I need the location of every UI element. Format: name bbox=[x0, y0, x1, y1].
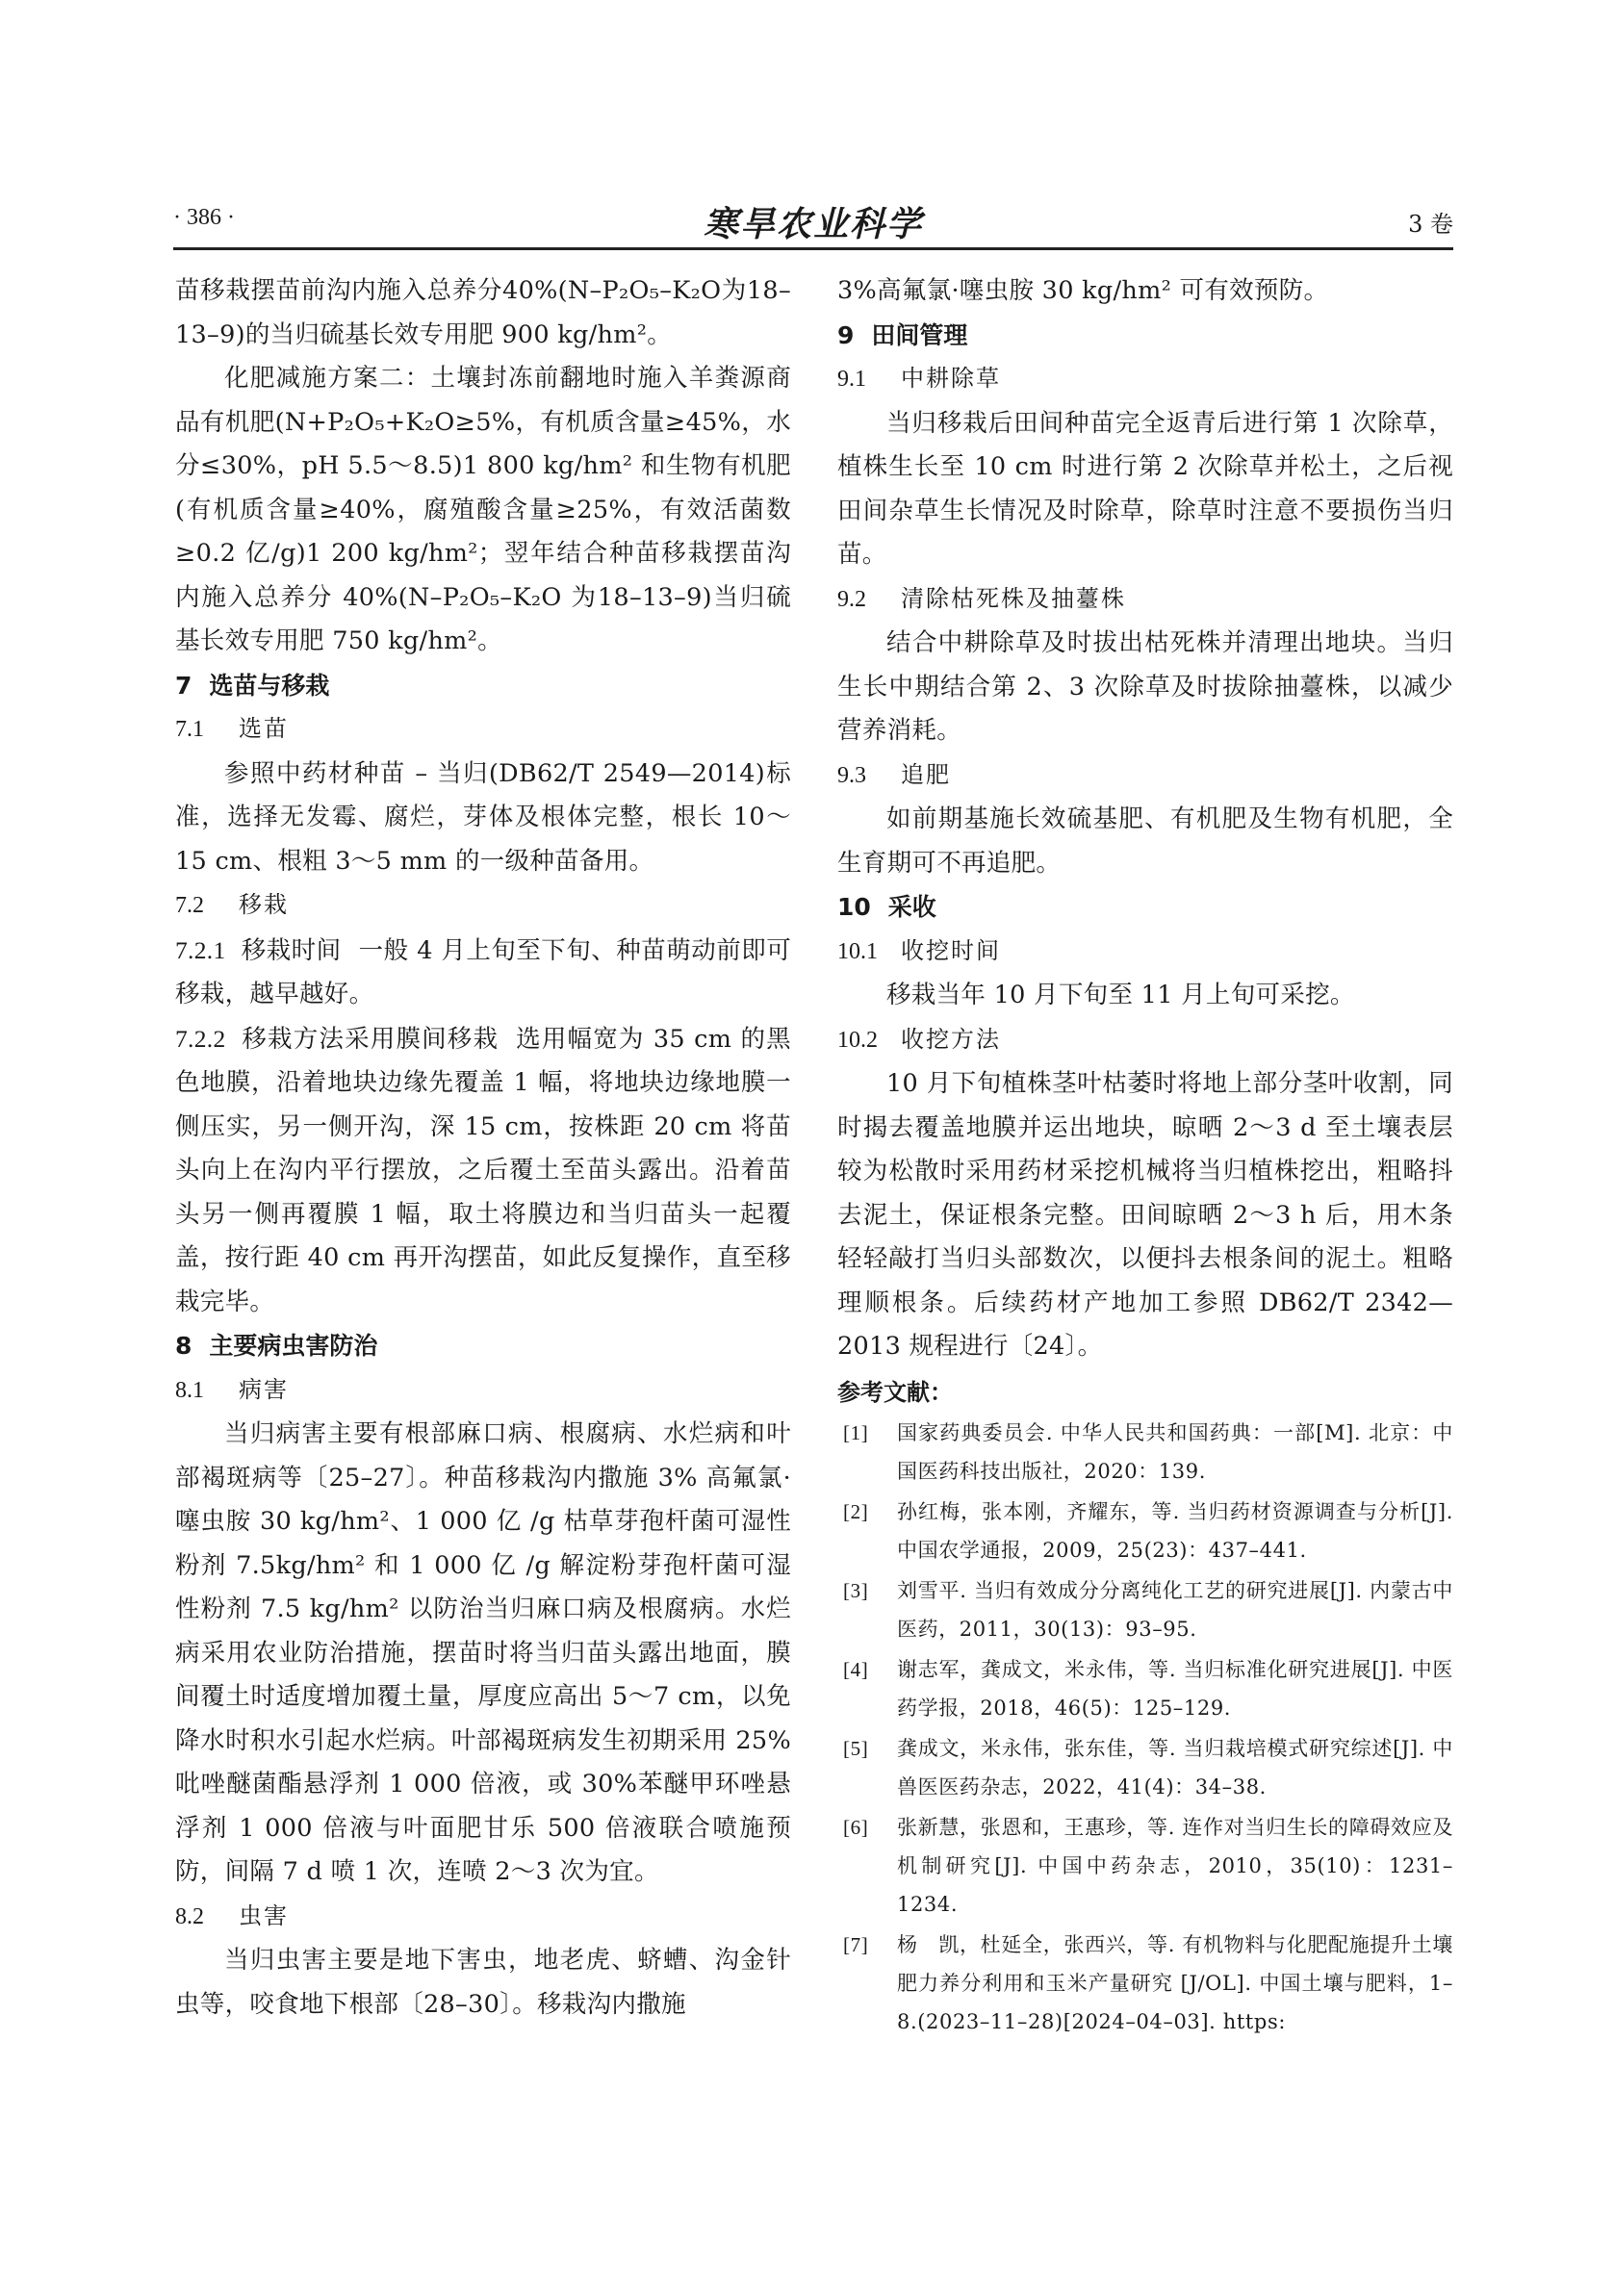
references-heading: 参考文献： bbox=[837, 1378, 953, 1406]
reference-number: [3] bbox=[843, 1578, 869, 1602]
subsection-number: 8.2 bbox=[175, 1903, 204, 1929]
reference-text: 龚成文，米永伟，张东佳，等. 当归栽培模式研究综述[J]. 中兽医医药杂志，2022，41(4)：34–38. bbox=[897, 1736, 1453, 1799]
subsection-number: 10.1 bbox=[837, 938, 878, 964]
subsection-number: 9.2 bbox=[837, 586, 866, 612]
subsection-number: 9.1 bbox=[837, 367, 866, 392]
subsection-title: 收挖时间 bbox=[901, 936, 1001, 964]
subsection-heading bbox=[175, 883, 791, 929]
subsection-heading bbox=[837, 753, 1453, 799]
reference-text: 杨 凯，杜延全，张西兴，等. 有机物料与化肥配施提升土壤肥力养分利用和玉米产量研究 [J/OL]. 中国土壤与肥料，1–8.(2023–11–28)[2024–04–03]. https: bbox=[897, 1932, 1453, 2033]
subsection-title: 清除枯死株及抽薹株 bbox=[901, 584, 1126, 612]
paragraph: 3%高氟氯·噻虫胺 30 kg/hm² 可有效预防。 bbox=[837, 276, 1329, 305]
paragraph bbox=[175, 929, 791, 1017]
reference-item bbox=[837, 1414, 1453, 1491]
paragraph: 当归移栽后田间种苗完全返青后进行第 1 次除草，植株生长至 10 cm 时进行第 2 次除草并松土，之后视田间杂草生长情况及时除草，除草时注意不要损伤当归苗。 bbox=[837, 408, 1453, 569]
page-number: · 386 · bbox=[173, 205, 235, 230]
reference-text: 谢志军，龚成文，米永伟，等. 当归标准化研究进展[J]. 中医药学报，2018，46(5)：125–129. bbox=[897, 1657, 1453, 1720]
subsection-title: 移栽 bbox=[239, 891, 289, 918]
subsection-number: 10.2 bbox=[837, 1027, 878, 1053]
subsection-title: 追肥 bbox=[901, 760, 951, 788]
section-heading bbox=[837, 314, 1453, 358]
paragraph: 苗移栽摆苗前沟内施入总养分40%(N–P₂O₅–K₂O为18–13–9)的当归硫基长效专用肥 900 kg/hm²。 bbox=[175, 276, 791, 349]
section-title: 主要病虫害防治 bbox=[209, 1332, 378, 1360]
subsection-heading bbox=[175, 1895, 791, 1940]
section-number: 7 bbox=[175, 671, 192, 700]
subsubsection-number: 7.2.2 bbox=[175, 1024, 226, 1053]
section-heading bbox=[837, 885, 1453, 930]
subsection-heading bbox=[175, 707, 791, 753]
subsubsection-number: 7.2.1 bbox=[175, 935, 226, 964]
subsection-number: 7.1 bbox=[175, 717, 204, 742]
volume-label: 3 卷 bbox=[1408, 211, 1453, 238]
subsubsection-lead: 移栽方法采用膜间移栽 bbox=[241, 1024, 500, 1054]
subsection-heading bbox=[175, 1368, 791, 1414]
right-column bbox=[837, 269, 1453, 2043]
subsubsection-lead: 移栽时间 bbox=[241, 935, 342, 965]
journal-title: 寒旱农业科学 bbox=[703, 204, 923, 244]
subsection-heading bbox=[837, 357, 1453, 402]
reference-number: [5] bbox=[843, 1736, 869, 1760]
reference-item bbox=[837, 1492, 1453, 1569]
paragraph: 移栽当年 10 月下旬至 11 月上旬可采挖。 bbox=[886, 981, 1355, 1009]
section-number: 8 bbox=[175, 1332, 192, 1360]
section-number: 9 bbox=[837, 320, 855, 349]
left-column bbox=[175, 269, 791, 2027]
reference-number: [7] bbox=[843, 1932, 869, 1956]
subsection-title: 选苗 bbox=[239, 715, 289, 742]
reference-list bbox=[837, 1414, 1453, 2041]
paragraph bbox=[175, 1017, 791, 1325]
reference-number: [1] bbox=[843, 1420, 869, 1444]
paragraph: 10 月下旬植株茎叶枯萎时将地上部分茎叶收割，同时揭去覆盖地膜并运出地块，晾晒 2～3 d 至土壤表层较为松散时采用药材采挖机械将当归植株挖出，粗略抖去泥土，保证根条完整。田间晾晒 2～3 h 后，用木条轻轻敲打当归头部数次，以便抖去根条间的泥土。粗略理顺根条。后续药材产地加工参照 DB62/T 2342—2013 规程进行〔24〕。 bbox=[837, 1069, 1453, 1361]
section-heading bbox=[175, 1324, 791, 1368]
paragraph: 当归病害主要有根部麻口病、根腐病、水烂病和叶部褐斑病等〔25–27〕。种苗移栽沟内撒施 3% 高氟氯·噻虫胺 30 kg/hm²、1 000 亿 /g 枯草芽孢杆菌可湿性粉剂 7.5kg/hm² 和 1 000 亿 /g 解淀粉芽孢杆菌可湿性粉剂 7.5 kg/hm² 以防治当归麻口病及根腐病。水烂病采用农业防治措施，摆苗时将当归苗头露出地面，膜间覆土时适度增加覆土量，厚度应高出 5～7 cm，以免降水时积水引起水烂病。叶部褐斑病发生初期采用 25%吡唑醚菌酯悬浮剂 1 000 倍液，或 30%苯醚甲环唑悬浮剂 1 000 倍液与叶面肥甘乐 500 倍液联合喷施预防，间隔 7 d 喷 1 次，连喷 2～3 次为宜。 bbox=[175, 1419, 791, 1886]
section-number: 10 bbox=[837, 893, 871, 921]
subsection-heading bbox=[837, 930, 1453, 975]
subsection-number: 7.2 bbox=[175, 893, 204, 918]
reference-number: [6] bbox=[843, 1815, 869, 1839]
reference-item bbox=[837, 1808, 1453, 1924]
section-title: 田间管理 bbox=[871, 320, 968, 349]
running-header bbox=[173, 197, 1453, 250]
paragraph: 当归虫害主要是地下害虫，地老虎、蛴螬、沟金针虫等，咬食地下根部〔28–30〕。移栽沟内撒施 bbox=[175, 1946, 791, 2019]
subsection-heading bbox=[837, 1018, 1453, 1063]
paragraph-text: 一般 4 月上旬至下旬、种苗萌动前即可移栽，越早越好。 bbox=[175, 935, 792, 1008]
reference-text: 刘雪平. 当归有效成分分离纯化工艺的研究进展[J]. 内蒙古中医药，2011，30(13)：93–95. bbox=[897, 1578, 1453, 1641]
reference-item bbox=[837, 1926, 1453, 2041]
subsection-heading bbox=[837, 577, 1453, 623]
subsection-number: 8.1 bbox=[175, 1377, 204, 1403]
section-heading bbox=[175, 664, 791, 708]
reference-text: 张新慧，张恩和，王惠珍，等. 连作对当归生长的障碍效应及机制研究[J]. 中国中药杂志，2010，35(10)：1231–1234. bbox=[897, 1815, 1453, 1916]
section-title: 选苗与移栽 bbox=[209, 671, 330, 700]
reference-item bbox=[837, 1729, 1453, 1806]
reference-number: [4] bbox=[843, 1657, 869, 1681]
subsection-title: 虫害 bbox=[239, 1901, 289, 1929]
reference-text: 国家药典委员会. 中华人民共和国药典：一部[M]. 北京：中国医药科技出版社，2020：139. bbox=[897, 1420, 1453, 1483]
paragraph-text: 选用幅宽为 35 cm 的黑色地膜，沿着地块边缘先覆盖 1 幅，将地块边缘地膜一侧压实，另一侧开沟，深 15 cm，按株距 20 cm 将苗头向上在沟内平行摆放，之后覆土至苗头露出。沿着苗头另一侧再覆膜 1 幅，取土将膜边和当归苗头一起覆盖，按行距 40 cm 再开沟摆苗，如此反复操作，直至移栽完毕。 bbox=[175, 1024, 791, 1316]
subsection-number: 9.3 bbox=[837, 762, 866, 788]
subsection-title: 中耕除草 bbox=[901, 365, 1001, 392]
paragraph: 如前期基施长效硫基肥、有机肥及生物有机肥，全生育期可不再追肥。 bbox=[837, 804, 1453, 878]
reference-text: 孙红梅，张本刚，齐耀东，等. 当归药材资源调查与分析[J]. 中国农学通报，2009，25(23)：437–441. bbox=[897, 1499, 1453, 1562]
reference-item bbox=[837, 1571, 1453, 1648]
subsection-title: 收挖方法 bbox=[901, 1025, 1001, 1053]
paragraph: 结合中耕除草及时拔出枯死株并清理出地块。当归生长中期结合第 2、3 次除草及时拔除抽薹株，以减少营养消耗。 bbox=[837, 628, 1453, 745]
paragraph: 参照中药材种苗 – 当归(DB62/T 2549—2014)标准，选择无发霉、腐烂，芽体及根体完整，根长 10～15 cm、根粗 3～5 mm 的一级种苗备用。 bbox=[175, 758, 791, 876]
reference-item bbox=[837, 1650, 1453, 1727]
reference-number: [2] bbox=[843, 1499, 869, 1523]
paragraph: 化肥减施方案二：土壤封冻前翻地时施入羊粪源商品有机肥(N+P₂O₅+K₂O≥5%，有机质含量≥45%，水分≤30%，pH 5.5～8.5)1 800 kg/hm² 和生物有机肥(有机质含量≥40%，腐殖酸含量≥25%，有效活菌数≥0.2 亿/g)1 200 kg/hm²；翌年结合种苗移栽摆苗沟内施入总养分 40%(N–P₂O₅–K₂O 为18–13–9)当归硫基长效专用肥 750 kg/hm²。 bbox=[175, 364, 791, 655]
subsection-title: 病害 bbox=[239, 1375, 289, 1403]
section-title: 采收 bbox=[887, 893, 936, 921]
